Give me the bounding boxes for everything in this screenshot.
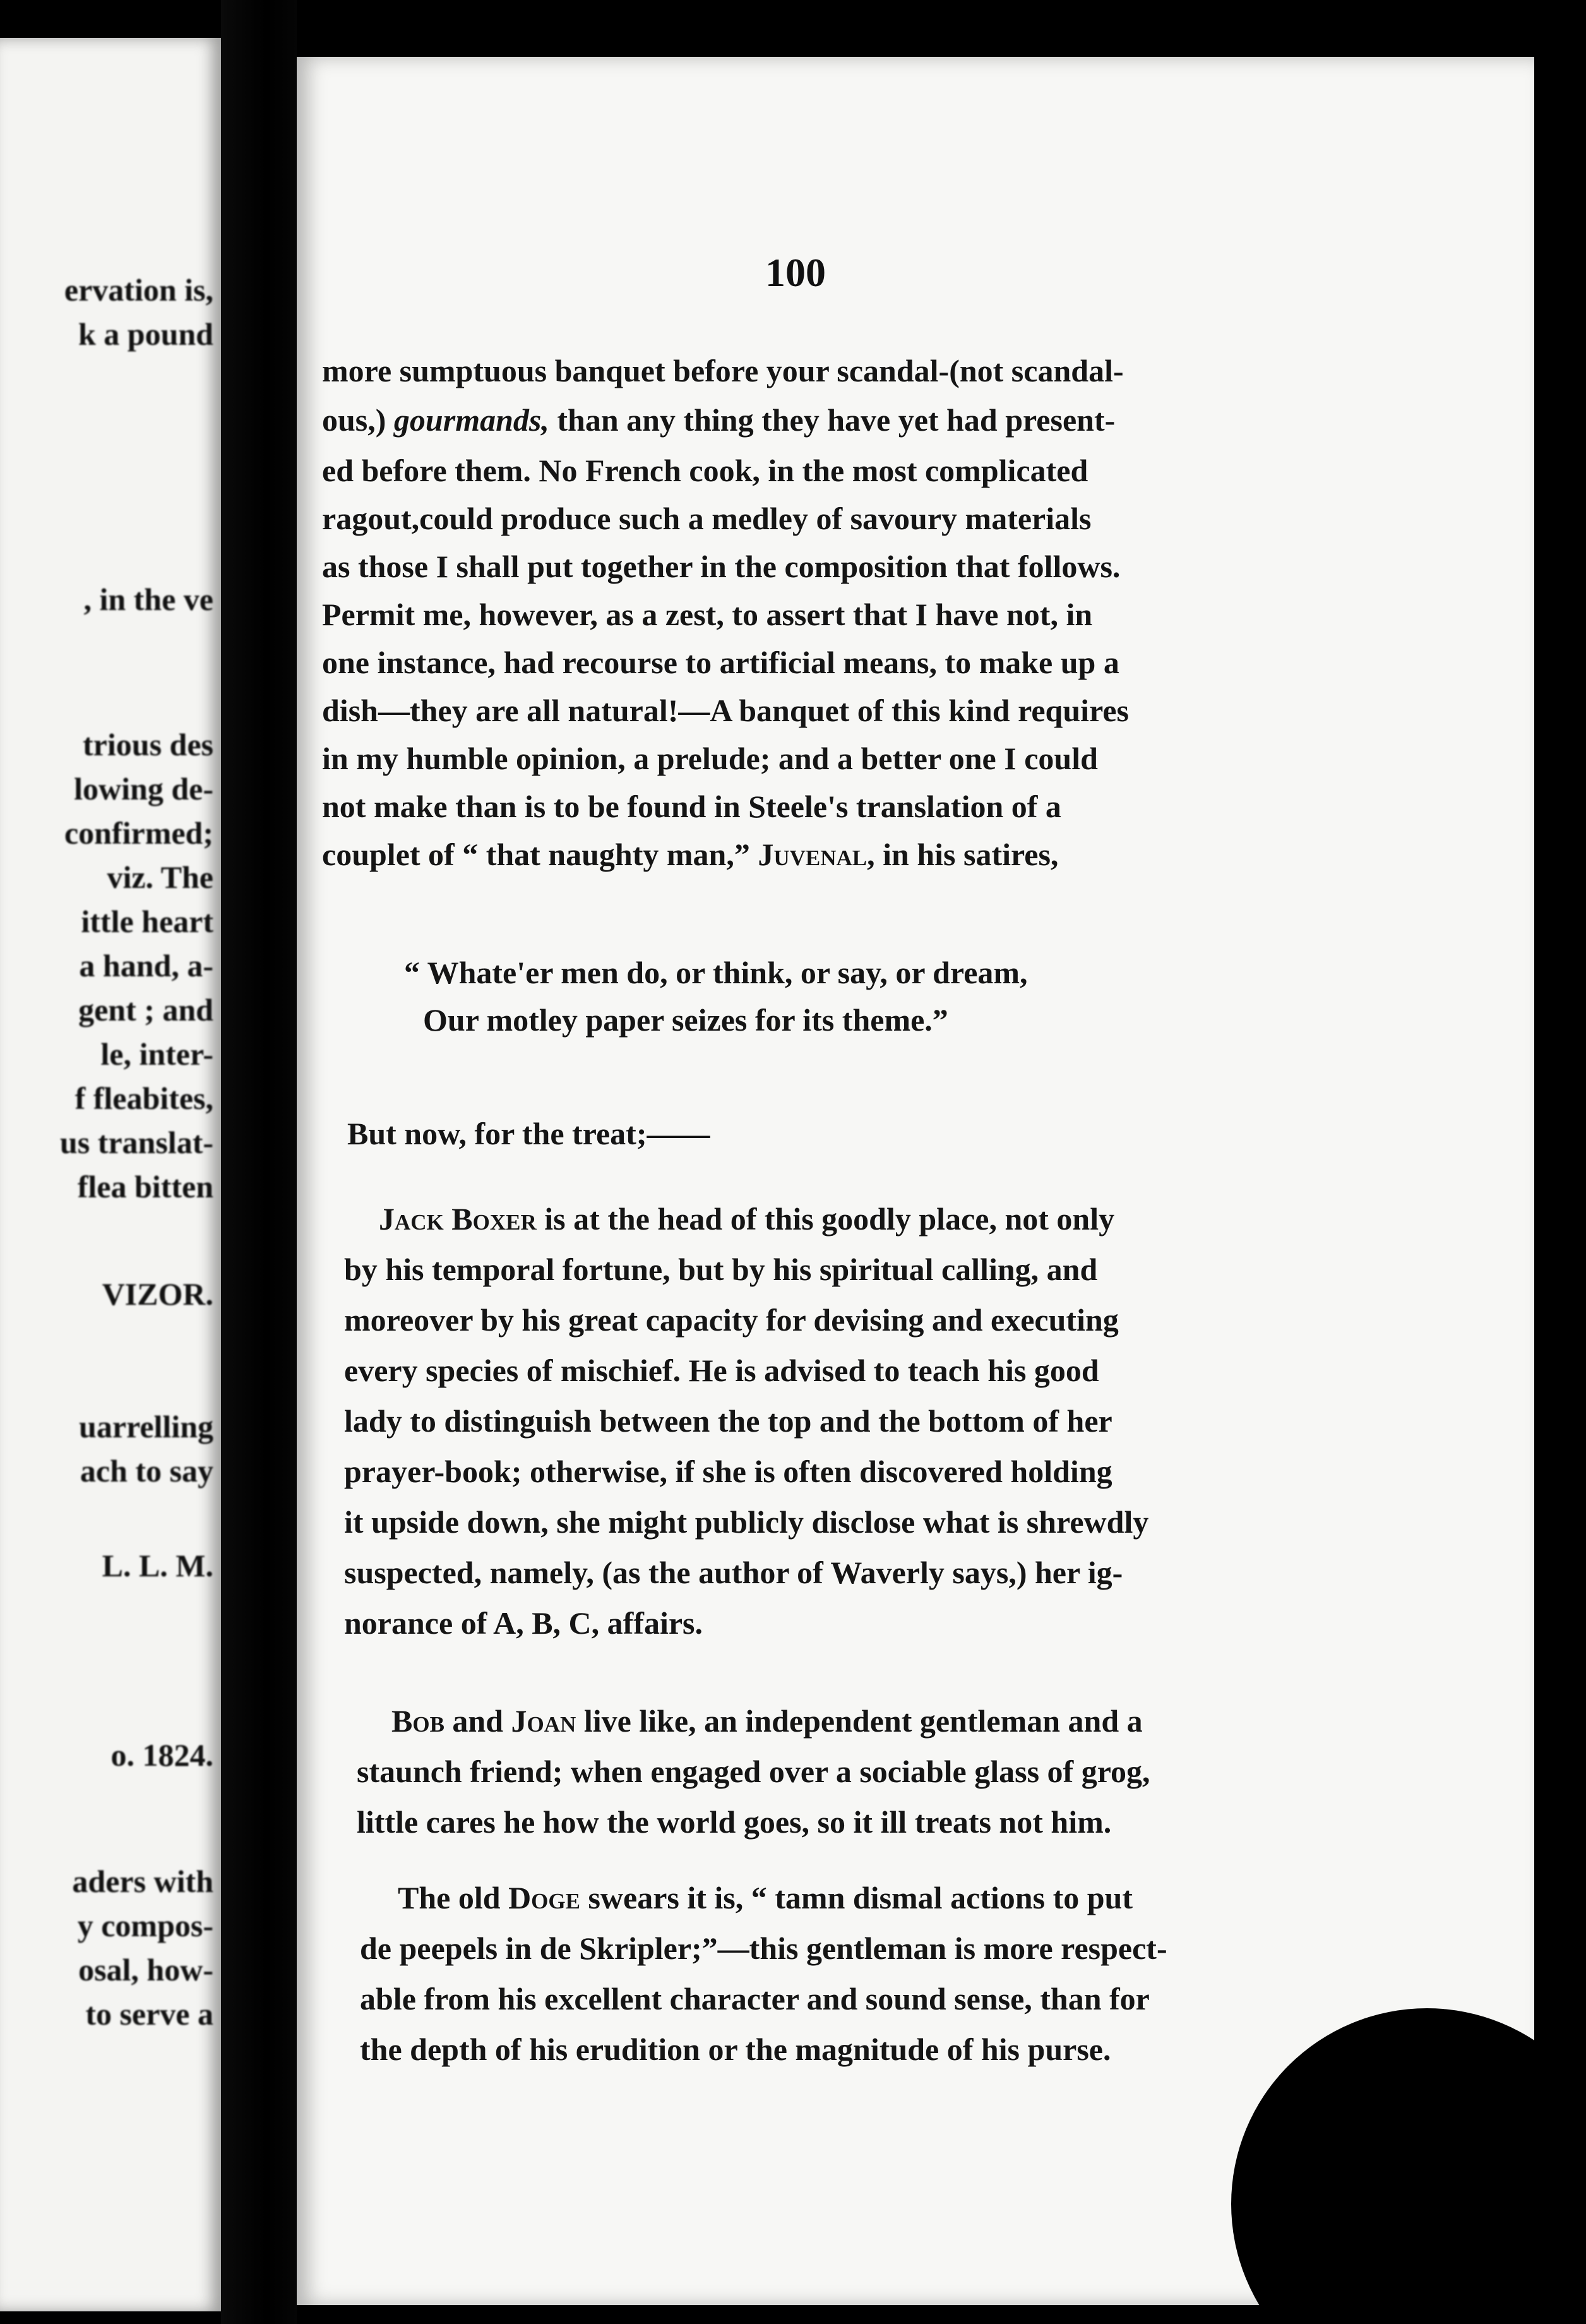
text-line xyxy=(379,1203,1114,1235)
left-page-fragment: ervation is, xyxy=(64,272,213,308)
text-run: ous,) xyxy=(322,402,386,438)
left-page-fragment: confirmed; xyxy=(64,815,213,851)
left-page-fragment: le, inter- xyxy=(100,1036,213,1072)
text-run: The old xyxy=(398,1880,509,1915)
text-line xyxy=(391,1705,1143,1737)
left-page-fragment: o. 1824. xyxy=(110,1737,213,1773)
text-line: ed before them. No French cook, in the most complicated xyxy=(322,453,1088,488)
text-line: prayer-book; otherwise, if she is often discovered holding xyxy=(344,1454,1112,1489)
small-caps-name: Bob xyxy=(391,1703,444,1739)
page-number: 100 xyxy=(765,250,826,295)
left-page-fragment: ach to say xyxy=(80,1453,213,1488)
left-page-fragment: osal, how- xyxy=(78,1952,213,1987)
text-line: able from his excellent character and sound sense, than for xyxy=(360,1981,1150,2016)
left-page-fragment: gent ; and xyxy=(78,992,213,1027)
text-line xyxy=(398,1882,1133,1914)
left-page-fragment: y compos- xyxy=(77,1908,213,1943)
text-run: than any thing they have yet had present- xyxy=(549,402,1116,438)
italic-word: gourmands, xyxy=(393,402,549,438)
text-line: the depth of his erudition or the magnitude of his purse. xyxy=(360,2032,1111,2067)
left-page-fragment: VIZOR. xyxy=(102,1276,213,1312)
text-line: by his temporal fortune, but by his spiritual calling, and xyxy=(344,1252,1098,1287)
text-run: couplet of “ that naughty man,” xyxy=(322,837,758,872)
left-page-fragment: flea bitten xyxy=(77,1169,213,1204)
text-run: swears it is, “ tamn dismal actions to put xyxy=(580,1880,1133,1915)
text-line: norance of A, B, C, affairs. xyxy=(344,1605,703,1641)
verse-line: Our motley paper seizes for its theme.” xyxy=(423,1002,948,1038)
text-line: little cares he how the world goes, so it ill treats not him. xyxy=(357,1804,1112,1840)
left-page-fragment: L. L. M. xyxy=(102,1548,213,1583)
small-caps-name: Joan xyxy=(511,1703,576,1739)
left-page-fragment: us translat- xyxy=(59,1125,213,1160)
left-page-fragment: , in the ve xyxy=(83,582,213,617)
text-run: and xyxy=(444,1703,511,1739)
text-line: moreover by his great capacity for devising and executing xyxy=(344,1302,1119,1338)
text-line: as those I shall put together in the composition that follows. xyxy=(322,549,1121,584)
book-gutter xyxy=(221,0,297,2324)
thumb-shadow xyxy=(1231,2008,1534,2305)
left-facing-page xyxy=(0,38,221,2311)
small-caps-name: Jack Boxer xyxy=(379,1201,537,1237)
left-page-fragment: aders with xyxy=(72,1864,213,1899)
text-line: one instance, had recourse to artificial means, to make up a xyxy=(322,645,1119,680)
left-page-fragment: trious des xyxy=(83,727,213,762)
transition-line: But now, for the treat;—— xyxy=(347,1116,710,1151)
left-page-fragment: viz. The xyxy=(107,860,213,895)
left-page-fragment: k a pound xyxy=(78,316,213,352)
text-line: lady to distinguish between the top and the bottom of her xyxy=(344,1403,1112,1439)
text-line: more sumptuous banquet before your scandal-(not scandal- xyxy=(322,353,1124,388)
left-page-fragment: to serve a xyxy=(85,1996,213,2032)
text-line xyxy=(322,404,1115,436)
text-line: in my humble opinion, a prelude; and a better one I could xyxy=(322,741,1098,776)
main-page xyxy=(297,57,1534,2305)
text-line: dish—they are all natural!—A banquet of this kind requires xyxy=(322,693,1130,728)
text-line: staunch friend; when engaged over a sociable glass of grog, xyxy=(357,1754,1150,1789)
text-run: , in his satires, xyxy=(867,837,1059,872)
left-page-fragment: lowing de- xyxy=(74,771,213,806)
top-edge-shadow xyxy=(297,0,1534,57)
right-edge-shadow xyxy=(1534,0,1586,2324)
small-caps-name: Doge xyxy=(508,1880,580,1915)
text-line: Permit me, however, as a zest, to assert that I have not, in xyxy=(322,597,1093,632)
left-page-fragment: uarrelling xyxy=(79,1409,213,1444)
text-line: de peepels in de Skripler;”—this gentleman is more respect- xyxy=(360,1931,1167,1966)
verse-line: “ Whate'er men do, or think, or say, or dream, xyxy=(404,955,1028,990)
text-line: ragout,could produce such a medley of savoury materials xyxy=(322,501,1092,536)
text-line: not make than is to be found in Steele's translation of a xyxy=(322,789,1061,824)
text-line: every species of mischief. He is advised to teach his good xyxy=(344,1353,1099,1388)
text-line: it upside down, she might publicly disclose what is shrewdly xyxy=(344,1504,1149,1540)
text-line xyxy=(322,839,1058,870)
text-line: suspected, namely, (as the author of Waverly says,) her ig- xyxy=(344,1555,1123,1590)
small-caps-name: Juvenal xyxy=(758,837,868,872)
left-page-fragment: a hand, a- xyxy=(79,948,213,983)
left-page-fragment: ittle heart xyxy=(81,904,213,939)
left-page-fragment: f fleabites, xyxy=(75,1081,213,1116)
text-run: is at the head of this goodly place, not only xyxy=(536,1201,1115,1237)
text-run: live like, an independent gentleman and a xyxy=(576,1703,1143,1739)
